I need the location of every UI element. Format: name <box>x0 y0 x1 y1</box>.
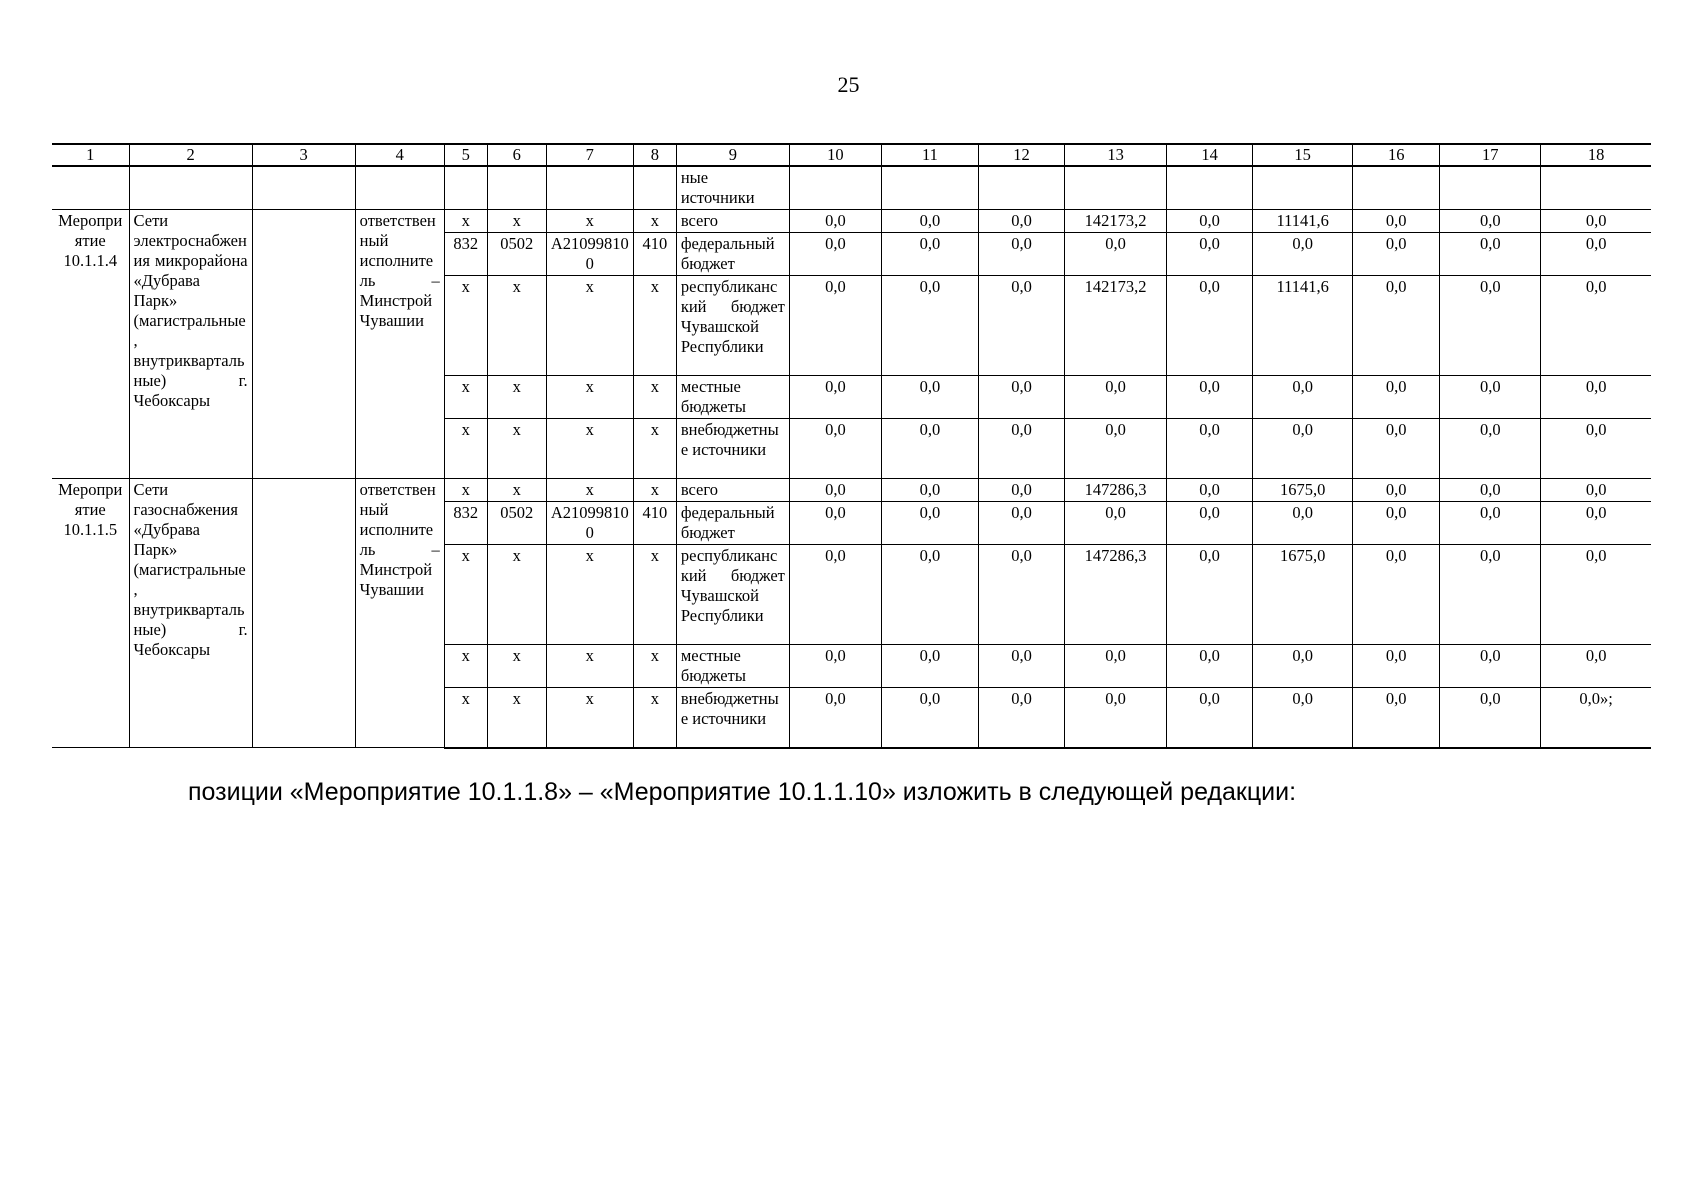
code-cell: x <box>546 276 633 376</box>
value-cell: 0,0 <box>978 419 1064 479</box>
code-cell: x <box>546 688 633 748</box>
code-cell: x <box>444 479 487 502</box>
value-cell: 0,0 <box>1167 419 1253 479</box>
value-cell: 0,0 <box>1167 479 1253 502</box>
value-cell: 0,0 <box>1167 645 1253 688</box>
code-cell: x <box>487 645 546 688</box>
code-cell: x <box>444 276 487 376</box>
code-cell: 410 <box>633 233 676 276</box>
value-cell: 0,0 <box>789 210 881 233</box>
code-cell: x <box>487 545 546 645</box>
value-cell: 0,0 <box>1541 210 1651 233</box>
value-cell: 0,0 <box>1353 419 1440 479</box>
measure-id-cell: Мероприятие 10.1.1.5 <box>52 479 129 748</box>
continuation-source-cell: ные источники <box>676 166 789 210</box>
code-cell: A210998100 <box>546 233 633 276</box>
value-cell: 147286,3 <box>1065 545 1167 645</box>
code-cell: x <box>444 376 487 419</box>
value-cell: 0,0 <box>1253 688 1353 748</box>
code-cell: x <box>633 210 676 233</box>
source-cell: республиканский бюджет Чувашской Республики <box>676 276 789 376</box>
value-cell: 0,0 <box>789 545 881 645</box>
value-cell: 0,0 <box>978 545 1064 645</box>
code-cell: x <box>633 276 676 376</box>
column-header: 3 <box>252 144 355 166</box>
value-cell: 0,0 <box>789 479 881 502</box>
code-cell: x <box>633 545 676 645</box>
value-cell: 0,0 <box>1440 688 1541 748</box>
value-cell: 0,0 <box>1353 376 1440 419</box>
code-cell: x <box>487 479 546 502</box>
value-cell: 0,0 <box>1541 502 1651 545</box>
code-cell: x <box>487 688 546 748</box>
code-cell: x <box>444 210 487 233</box>
code-cell: x <box>444 545 487 645</box>
value-cell: 0,0 <box>978 276 1064 376</box>
source-cell: местные бюджеты <box>676 645 789 688</box>
column-header: 1 <box>52 144 129 166</box>
measure-id-cell: Мероприятие 10.1.1.4 <box>52 210 129 479</box>
value-cell: 0,0 <box>1440 645 1541 688</box>
value-cell: 0,0 <box>881 210 978 233</box>
source-cell: всего <box>676 210 789 233</box>
value-cell: 0,0 <box>789 233 881 276</box>
code-cell: x <box>633 479 676 502</box>
value-cell: 0,0 <box>881 419 978 479</box>
value-cell: 0,0 <box>978 645 1064 688</box>
value-cell: 0,0 <box>1440 376 1541 419</box>
measure-empty-cell <box>252 479 355 748</box>
value-cell: 142173,2 <box>1065 276 1167 376</box>
measure-name-cell: Сети электроснабжения микрорайона «Дубрава Парк» (магистральные, внутриквартальные) г. Чебоксары <box>129 210 252 479</box>
value-cell: 0,0 <box>789 276 881 376</box>
value-cell: 0,0 <box>881 376 978 419</box>
code-cell: A210998100 <box>546 502 633 545</box>
source-cell: федеральный бюджет <box>676 502 789 545</box>
value-cell: 0,0 <box>789 645 881 688</box>
executor-cell: ответственный исполнитель – Минстрой Чувашии <box>355 479 444 748</box>
code-cell: x <box>546 210 633 233</box>
value-cell: 0,0 <box>1353 645 1440 688</box>
code-cell: x <box>487 276 546 376</box>
code-cell: 0502 <box>487 233 546 276</box>
value-cell: 0,0 <box>1353 276 1440 376</box>
column-header: 11 <box>881 144 978 166</box>
value-cell: 0,0 <box>978 210 1064 233</box>
value-cell: 0,0 <box>1440 502 1541 545</box>
instruction-text: позиции «Мероприятие 10.1.1.8» – «Мероприятие 10.1.1.10» изложить в следующей редакции: <box>188 778 1297 806</box>
executor-cell: ответственный исполнитель – Минстрой Чувашии <box>355 210 444 479</box>
value-cell: 0,0 <box>881 688 978 748</box>
measure-empty-cell <box>252 210 355 479</box>
value-cell: 0,0 <box>1167 545 1253 645</box>
value-cell: 0,0 <box>1353 688 1440 748</box>
continuation-row <box>52 166 1651 210</box>
value-cell: 0,0 <box>1541 545 1651 645</box>
source-cell: внебюджетные источники <box>676 688 789 748</box>
column-header: 13 <box>1065 144 1167 166</box>
value-cell: 0,0 <box>789 376 881 419</box>
code-cell: x <box>487 210 546 233</box>
value-cell: 0,0 <box>1167 502 1253 545</box>
value-cell: 0,0 <box>1253 419 1353 479</box>
column-header: 9 <box>676 144 789 166</box>
value-cell: 1675,0 <box>1253 479 1353 502</box>
column-header: 12 <box>978 144 1064 166</box>
value-cell: 0,0 <box>1167 210 1253 233</box>
value-cell: 0,0 <box>978 376 1064 419</box>
value-cell: 0,0 <box>1065 502 1167 545</box>
code-cell: x <box>546 545 633 645</box>
column-header: 4 <box>355 144 444 166</box>
value-cell: 0,0 <box>978 479 1064 502</box>
value-cell: 0,0 <box>1541 276 1651 376</box>
value-cell: 0,0 <box>1440 233 1541 276</box>
value-cell: 0,0 <box>1440 479 1541 502</box>
value-cell: 0,0 <box>1065 233 1167 276</box>
value-cell: 0,0 <box>1353 210 1440 233</box>
code-cell: x <box>487 419 546 479</box>
value-cell: 0,0 <box>1167 233 1253 276</box>
code-cell: x <box>546 645 633 688</box>
value-cell: 0,0 <box>1167 688 1253 748</box>
value-cell: 0,0 <box>978 233 1064 276</box>
code-cell: x <box>487 376 546 419</box>
table-row <box>52 479 1651 502</box>
value-cell: 0,0 <box>1065 376 1167 419</box>
value-cell: 0,0 <box>1440 210 1541 233</box>
page-number: 25 <box>837 72 860 97</box>
source-cell: республиканский бюджет Чувашской Республики <box>676 545 789 645</box>
value-cell: 0,0 <box>881 502 978 545</box>
value-cell: 0,0 <box>1353 545 1440 645</box>
value-cell: 0,0 <box>789 502 881 545</box>
value-cell: 0,0 <box>978 502 1064 545</box>
source-cell: федеральный бюджет <box>676 233 789 276</box>
column-header: 15 <box>1253 144 1353 166</box>
column-header: 5 <box>444 144 487 166</box>
value-cell: 0,0 <box>1541 376 1651 419</box>
value-cell: 0,0 <box>1253 645 1353 688</box>
table-row <box>52 210 1651 233</box>
column-header: 10 <box>789 144 881 166</box>
value-cell: 0,0 <box>1065 645 1167 688</box>
code-cell: 0502 <box>487 502 546 545</box>
code-cell: 410 <box>633 502 676 545</box>
value-cell: 0,0 <box>978 688 1064 748</box>
code-cell: 832 <box>444 502 487 545</box>
value-cell: 142173,2 <box>1065 210 1167 233</box>
value-cell: 0,0 <box>1541 233 1651 276</box>
measure-name-cell: Сети газоснабжения «Дубрава Парк» (магистральные, внутриквартальные) г. Чебоксары <box>129 479 252 748</box>
code-cell: x <box>633 688 676 748</box>
value-cell: 11141,6 <box>1253 276 1353 376</box>
column-header: 2 <box>129 144 252 166</box>
source-cell: всего <box>676 479 789 502</box>
value-cell: 0,0 <box>1353 233 1440 276</box>
value-cell: 11141,6 <box>1253 210 1353 233</box>
value-cell: 0,0 <box>1541 419 1651 479</box>
value-cell: 0,0 <box>881 645 978 688</box>
value-cell: 0,0 <box>881 276 978 376</box>
value-cell: 0,0 <box>1167 276 1253 376</box>
column-header: 18 <box>1541 144 1651 166</box>
code-cell: x <box>546 376 633 419</box>
column-header: 17 <box>1440 144 1541 166</box>
value-cell: 0,0 <box>881 233 978 276</box>
value-cell: 0,0 <box>1440 276 1541 376</box>
value-cell: 0,0 <box>1440 419 1541 479</box>
value-cell: 0,0 <box>881 545 978 645</box>
value-cell: 147286,3 <box>1065 479 1167 502</box>
value-cell: 1675,0 <box>1253 545 1353 645</box>
code-cell: x <box>633 645 676 688</box>
value-cell: 0,0 <box>1440 545 1541 645</box>
column-header: 14 <box>1167 144 1253 166</box>
column-header: 16 <box>1353 144 1440 166</box>
value-cell: 0,0 <box>1353 502 1440 545</box>
code-cell: x <box>633 376 676 419</box>
code-cell: x <box>546 419 633 479</box>
value-cell: 0,0 <box>1541 479 1651 502</box>
value-cell: 0,0 <box>1167 376 1253 419</box>
column-header: 8 <box>633 144 676 166</box>
value-cell: 0,0 <box>789 688 881 748</box>
source-cell: внебюджетные источники <box>676 419 789 479</box>
code-cell: x <box>546 479 633 502</box>
value-cell: 0,0 <box>789 419 881 479</box>
table-header-row <box>52 144 1651 166</box>
value-cell: 0,0»; <box>1541 688 1651 748</box>
value-cell: 0,0 <box>1253 376 1353 419</box>
column-header: 6 <box>487 144 546 166</box>
code-cell: x <box>444 688 487 748</box>
value-cell: 0,0 <box>881 479 978 502</box>
value-cell: 0,0 <box>1541 645 1651 688</box>
source-cell: местные бюджеты <box>676 376 789 419</box>
value-cell: 0,0 <box>1253 233 1353 276</box>
code-cell: x <box>633 419 676 479</box>
value-cell: 0,0 <box>1253 502 1353 545</box>
code-cell: x <box>444 419 487 479</box>
column-header: 7 <box>546 144 633 166</box>
code-cell: 832 <box>444 233 487 276</box>
value-cell: 0,0 <box>1353 479 1440 502</box>
table-body <box>52 166 1651 748</box>
code-cell: x <box>444 645 487 688</box>
budget-table <box>52 143 1651 749</box>
value-cell: 0,0 <box>1065 688 1167 748</box>
value-cell: 0,0 <box>1065 419 1167 479</box>
